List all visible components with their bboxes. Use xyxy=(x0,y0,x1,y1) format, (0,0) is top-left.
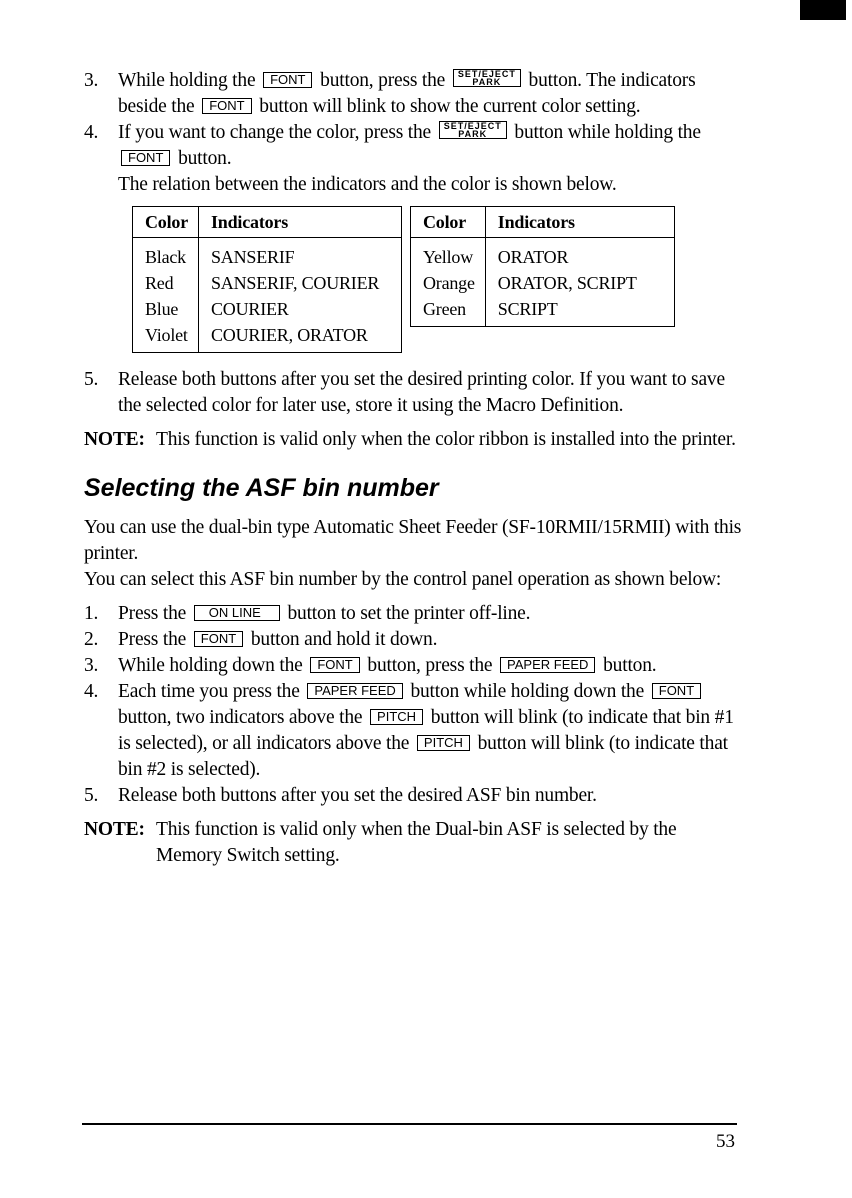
step-number: 4. xyxy=(84,122,99,143)
pitch-key-label: PITCH xyxy=(370,709,423,725)
color-table-right xyxy=(410,206,675,327)
asf-step-2 xyxy=(84,627,744,653)
text: Release both buttons after you set the desired printing color. If you want to save the selected color for later use, store it using the Macro Definition. xyxy=(118,369,725,416)
step-number: 1. xyxy=(84,603,99,624)
cell: Violet xyxy=(145,325,188,345)
paper-feed-key-label: PAPER FEED xyxy=(500,657,595,673)
set-eject-park-key-label: SET/EJECT PARK xyxy=(439,121,507,139)
table-row xyxy=(411,270,675,296)
table-row xyxy=(133,296,402,322)
text: Press the xyxy=(118,603,187,624)
note-label: NOTE: xyxy=(84,819,145,840)
column-header: Color xyxy=(133,207,199,238)
table-row xyxy=(133,238,402,271)
pitch-key-label: PITCH xyxy=(417,735,470,751)
manual-page xyxy=(84,68,744,869)
set-eject-park-key-label: SET/EJECT PARK xyxy=(453,69,521,87)
note-label: NOTE: xyxy=(84,429,145,450)
text: button and hold it down. xyxy=(250,629,438,650)
footer-rule xyxy=(82,1123,737,1125)
cell: SCRIPT xyxy=(485,296,674,327)
table-row xyxy=(411,296,675,327)
step-number: 3. xyxy=(84,70,99,91)
relation-text: The relation between the indicators and the color is shown below. xyxy=(118,174,617,195)
text: While holding down the xyxy=(118,655,303,676)
section-heading: Selecting the ASF bin number xyxy=(84,474,439,502)
asf-step-5 xyxy=(84,783,744,809)
cell: COURIER, ORATOR xyxy=(199,322,402,353)
note-text: This function is valid only when the color ribbon is installed into the printer. xyxy=(156,429,736,450)
text: Each time you press the xyxy=(118,681,300,702)
text: button will blink (to indicate that bin #1 is selected), or all indicators above the xyxy=(118,707,734,754)
color-table-left xyxy=(132,206,402,353)
column-header: Indicators xyxy=(485,207,674,238)
asf-note xyxy=(84,817,744,869)
color-note xyxy=(84,427,744,453)
text: button. The indicators beside the xyxy=(118,70,696,117)
asf-steps xyxy=(84,601,744,809)
font-key-label: FONT xyxy=(194,631,243,647)
cell: SANSERIF, COURIER xyxy=(199,270,402,296)
text: button, two indicators above the xyxy=(118,707,363,728)
color-indicator-tables xyxy=(132,206,744,353)
step-number: 5. xyxy=(84,369,99,390)
cell: ORATOR xyxy=(485,238,674,271)
text: button will blink to show the current color setting. xyxy=(259,96,641,117)
text: While holding the xyxy=(118,70,256,91)
cell: Orange xyxy=(423,273,475,293)
text: button, press the xyxy=(320,70,446,91)
cell: Green xyxy=(423,299,466,319)
text: Release both buttons after you set the desired ASF bin number. xyxy=(118,785,597,806)
text: button while holding down the xyxy=(410,681,645,702)
color-step-5 xyxy=(84,367,744,419)
font-key-label: FONT xyxy=(652,683,701,699)
asf-intro-1: You can use the dual-bin type Automatic Sheet Feeder (SF-10RMII/15RMII) with this printer. xyxy=(84,517,742,564)
step-number: 4. xyxy=(84,681,99,702)
text: button. xyxy=(603,655,657,676)
note-text: This function is valid only when the Dual-bin ASF is selected by the Memory Switch setting. xyxy=(156,819,677,866)
font-key-label: FONT xyxy=(263,72,312,88)
step-number: 3. xyxy=(84,655,99,676)
color-step-3 xyxy=(84,68,744,120)
cell: ORATOR, SCRIPT xyxy=(485,270,674,296)
cell: Yellow xyxy=(423,247,473,267)
asf-step-1 xyxy=(84,601,744,627)
asf-step-4 xyxy=(84,679,744,783)
text: button, press the xyxy=(367,655,493,676)
step-number: 2. xyxy=(84,629,99,650)
text: button will blink (to indicate that bin #2 is selected). xyxy=(118,733,728,780)
color-step-4 xyxy=(84,120,744,198)
column-header: Indicators xyxy=(199,207,402,238)
column-header: Color xyxy=(411,207,486,238)
asf-step-3 xyxy=(84,653,744,679)
cell: COURIER xyxy=(199,296,402,322)
page-edge-tab xyxy=(800,0,846,20)
table-row xyxy=(133,322,402,353)
asf-intro-2: You can select this ASF bin number by the control panel operation as shown below: xyxy=(84,569,722,590)
online-key-label: ON LINE xyxy=(194,605,280,621)
paper-feed-key-label: PAPER FEED xyxy=(307,683,402,699)
font-key-label: FONT xyxy=(202,98,251,114)
font-key-label: FONT xyxy=(121,150,170,166)
cell: SANSERIF xyxy=(199,238,402,271)
table-row xyxy=(133,270,402,296)
table-row xyxy=(411,238,675,271)
cell: Black xyxy=(145,247,186,267)
step-number: 5. xyxy=(84,785,99,806)
page-number: 53 xyxy=(716,1131,735,1152)
text: If you want to change the color, press the xyxy=(118,122,432,143)
text: button while holding the xyxy=(514,122,701,143)
cell: Blue xyxy=(145,299,179,319)
text: button to set the printer off-line. xyxy=(287,603,531,624)
text: Press the xyxy=(118,629,187,650)
font-key-label: FONT xyxy=(310,657,359,673)
cell: Red xyxy=(145,273,174,293)
text: button. xyxy=(178,148,232,169)
